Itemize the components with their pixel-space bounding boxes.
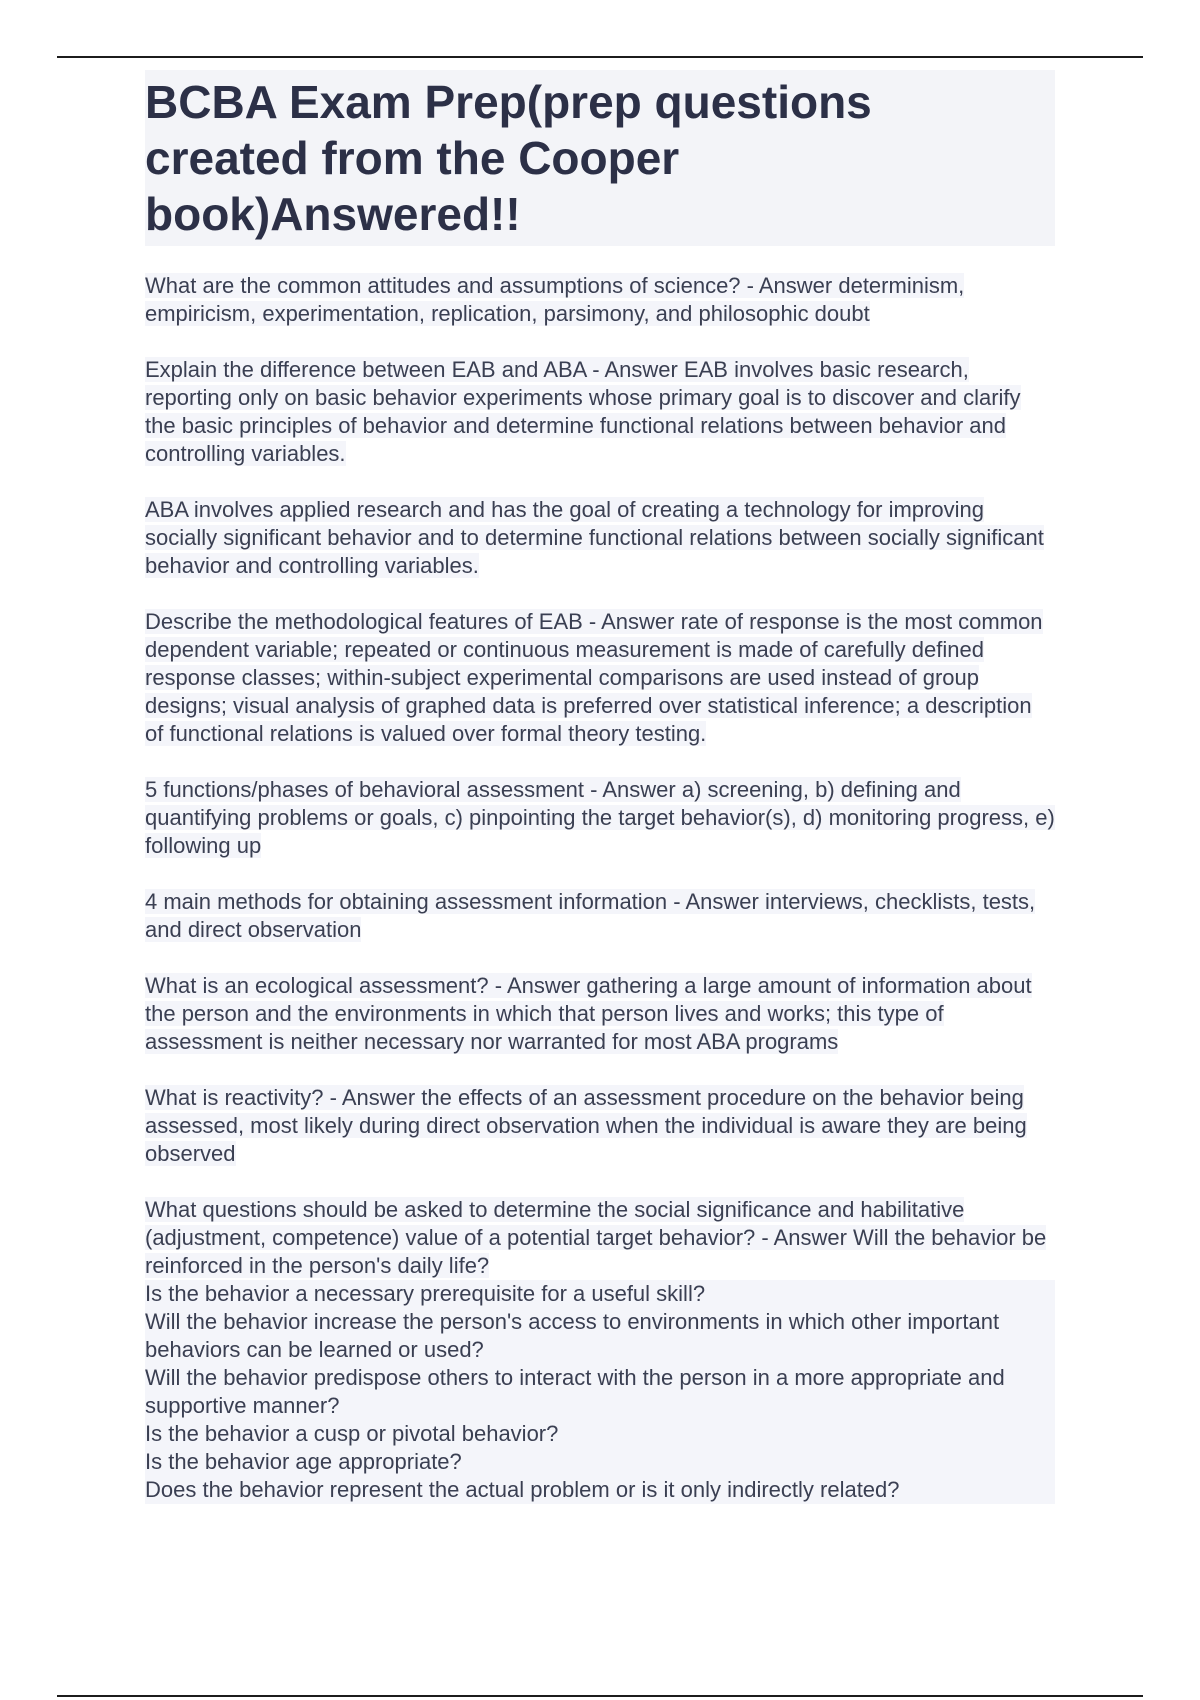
qa-text-content: ABA involves applied research and has the goal of creating a technology for improving socially significant behavior and to determine functional relations between socially significant behavior and controlling variables.	[145, 497, 1044, 578]
title-block	[145, 70, 1055, 246]
qa-text	[145, 888, 1055, 944]
qa-text-content: What are the common attitudes and assumptions of science? - Answer determinism, empiricism, experimentation, replication, parsimony, and philosophic doubt	[145, 273, 965, 326]
qa-entry	[145, 972, 1055, 1056]
qa-entry	[145, 496, 1055, 580]
qa-final-intro: What questions should be asked to determine the social significance and habilitative (adjustment, competence) value of a potential target behavior? - Answer Will the behavior be reinforced in the person's daily life?	[145, 1197, 1047, 1278]
qa-text	[145, 776, 1055, 860]
qa-text-content: 5 functions/phases of behavioral assessment - Answer a) screening, b) defining and quantifying problems or goals, c) pinpointing the target behavior(s), d) monitoring progress, e) following up	[145, 777, 1055, 858]
qa-entry	[145, 272, 1055, 328]
qa-text-content: What is reactivity? - Answer the effects of an assessment procedure on the behavior being assessed, most likely during direct observation when the individual is aware they are being observed	[145, 1085, 1027, 1166]
qa-text	[145, 1196, 1055, 1280]
qa-final-line: Is the behavior age appropriate?	[145, 1448, 1055, 1476]
qa-final-line: Will the behavior predispose others to interact with the person in a more appropriate and supportive manner?	[145, 1364, 1055, 1420]
qa-text	[145, 272, 1055, 328]
qa-entry	[145, 888, 1055, 944]
qa-final-line: Is the behavior a cusp or pivotal behavior?	[145, 1420, 1055, 1448]
top-rule	[57, 56, 1143, 58]
qa-text	[145, 356, 1055, 468]
qa-entry	[145, 608, 1055, 748]
qa-entry	[145, 776, 1055, 860]
qa-text	[145, 1084, 1055, 1168]
qa-text-content: 4 main methods for obtaining assessment information - Answer interviews, checklists, tests, and direct observation	[145, 889, 1036, 942]
qa-final-line: Does the behavior represent the actual problem or is it only indirectly related?	[145, 1476, 1055, 1504]
qa-text	[145, 496, 1055, 580]
qa-entry	[145, 356, 1055, 468]
qa-final-line: Is the behavior a necessary prerequisite for a useful skill?	[145, 1280, 1055, 1308]
qa-text-content: Explain the difference between EAB and ABA - Answer EAB involves basic research, reporting only on basic behavior experiments whose primary goal is to discover and clarify the basic principles of behavior and determine functional relations between behavior and controlling variables.	[145, 357, 1021, 466]
qa-final-line: Will the behavior increase the person's access to environments in which other important behaviors can be learned or used?	[145, 1308, 1055, 1364]
bottom-rule	[57, 1695, 1143, 1697]
qa-text	[145, 608, 1055, 748]
document-body	[145, 70, 1055, 1532]
qa-text	[145, 972, 1055, 1056]
qa-entry-final	[145, 1196, 1055, 1504]
qa-text-content: Describe the methodological features of EAB - Answer rate of response is the most common dependent variable; repeated or continuous measurement is made of carefully defined response classes; within-subject experimental comparisons are used instead of group designs; visual analysis of graphed data is preferred over statistical inference; a description of functional relations is valued over formal theory testing.	[145, 609, 1043, 746]
qa-text-content: What is an ecological assessment? - Answer gathering a large amount of information about the person and the environments in which that person lives and works; this type of assessment is neither necessary nor warranted for most ABA programs	[145, 973, 1032, 1054]
document-title: BCBA Exam Prep(prep questions created from the Cooper book)Answered!!	[145, 76, 872, 240]
qa-entry	[145, 1084, 1055, 1168]
